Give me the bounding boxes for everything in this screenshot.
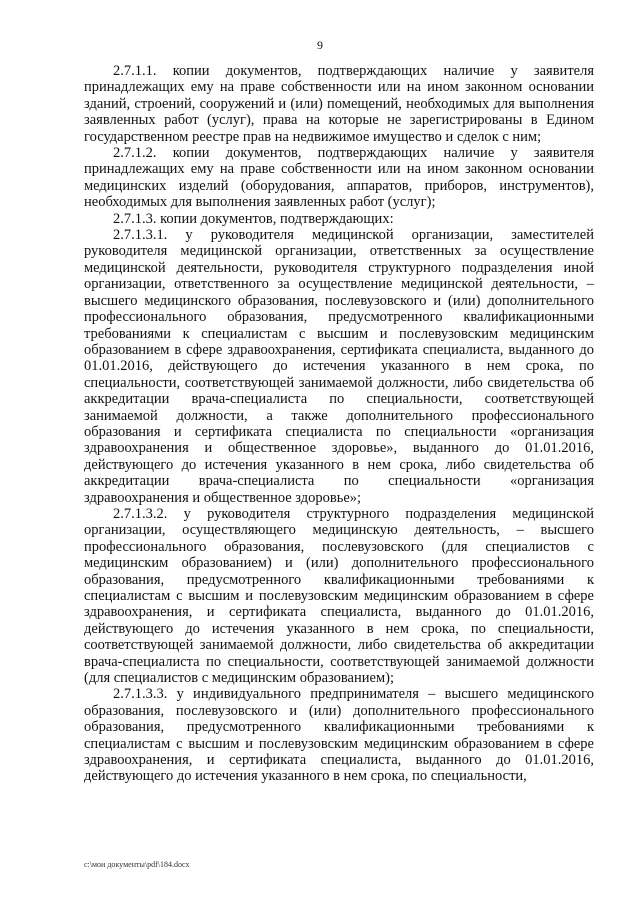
paragraph-2-7-1-2: 2.7.1.2. копии документов, подтверждающих наличие у заявителя принадлежащих ему на праве собственности или на ином законном основании медицинских изделий (оборудования, аппаратов, приборов, инструментов), необходимых для выполнения заявленных работ (услуг); [84,145,594,211]
page-number: 9 [317,38,323,52]
paragraph-2-7-1-3-1: 2.7.1.3.1. у руководителя медицинской организации, заместителей руководителя медицинской организации, ответственных за осуществление медицинской деятельности, руководителя структурного подразделения иной организации, ответственного за осуществление медицинской деятельности, – высшего медицинского образования, послевузовского и (или) дополнительного профессионального образования, предусмотренного квалификационными требованиями к специалистам с высшим и послевузовским медицинским образованием в сфере здравоохранения, сертификата специалиста, выданного до 01.01.2016, действующего до истечения указанного в нем срока, по специальности, соответствующей занимаемой должности, либо свидетельства об аккредитации врача-специалиста по специальности, соответствующей занимаемой должности, а также дополнительного профессионального образования и сертификата специалиста по специальности «организация здравоохранения и общественное здоровье», выданного до 01.01.2016, действующего до истечения указанного в нем срока, либо свидетельства об аккредитации врача-специалиста по специальности «организация здравоохранения и общественное здоровье»; [84,227,594,506]
document-body [84,63,594,785]
paragraph-2-7-1-3-2: 2.7.1.3.2. у руководителя структурного подразделения медицинской организации, осуществляющего медицинскую деятельность, – высшего профессионального образования, послевузовского (для специалистов с медицинским образованием) и (или) дополнительного профессионального образования, предусмотренного квалификационными требованиями к специалистам с высшим и послевузовским медицинским образованием в сфере здравоохранения, и сертификата специалиста, выданного до 01.01.2016, действующего до истечения указанного в нем срока, по специальности, соответствующей занимаемой должности, либо свидетельства об аккредитации врача-специалиста по специальности, соответствующей занимаемой должности (для специалистов с медицинским образованием); [84,505,594,687]
footer-file-path: c:\мои документы\pdf\184.docx [84,860,190,869]
paragraph-2-7-1-1: 2.7.1.1. копии документов, подтверждающих наличие у заявителя принадлежащих ему на праве собственности или на ином законном основании зданий, строений, сооружений и (или) помещений, необходимых для выполнения заявленных работ (услуг), права на которые не зарегистрированы в Едином государственном реестре прав на недвижимое имущество и сделок с ним; [84,63,594,145]
paragraph-2-7-1-3-3: 2.7.1.3.3. у индивидуального предпринимателя – высшего медицинского образования, послевузовского и (или) дополнительного профессионального образования, предусмотренного квалификационными требованиями к специалистам с высшим и послевузовским медицинским образованием в сфере здравоохранения, и сертификата специалиста, выданного до 01.01.2016, действующего до истечения указанного в нем срока, по специальности, [84,686,594,785]
paragraph-2-7-1-3: 2.7.1.3. копии документов, подтверждающих: [113,210,394,227]
